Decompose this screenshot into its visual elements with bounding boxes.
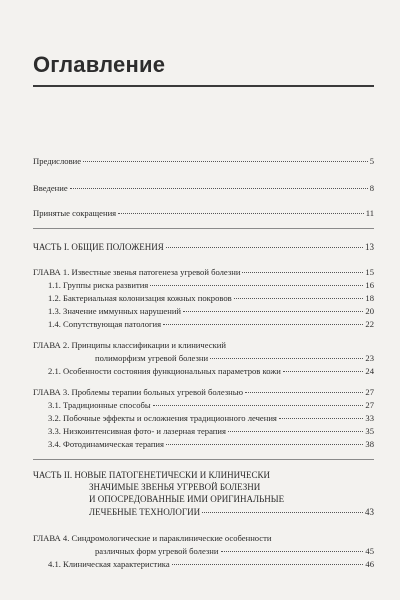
toc-entry-abbreviations[interactable]: Принятые сокращения 11 xyxy=(33,208,374,218)
toc-entry-section-1-4[interactable]: 1.4. Сопутствующая патология 22 xyxy=(48,319,374,329)
toc-entry-chapter-1[interactable]: ГЛАВА 1. Известные звенья патогенеза угревой болезни 15 xyxy=(33,267,374,277)
toc-entry-part-2-line3[interactable]: И ОПОСРЕДОВАННЫЕ ИМИ ОРИГИНАЛЬНЫЕ xyxy=(89,494,285,504)
toc-entry-section-4-1[interactable]: 4.1. Клиническая характеристика 46 xyxy=(48,559,374,569)
separator xyxy=(33,459,374,460)
toc-entry-section-1-1[interactable]: 1.1. Группы риска развития 16 xyxy=(48,280,374,290)
title-rule xyxy=(33,85,374,87)
toc-entry-chapter-3[interactable]: ГЛАВА 3. Проблемы терапии больных угревой болезнью 27 xyxy=(33,387,374,397)
toc-entry-section-1-2[interactable]: 1.2. Бактериальная колонизация кожных покровов 18 xyxy=(48,293,374,303)
toc-entry-section-1-3[interactable]: 1.3. Значение иммунных нарушений 20 xyxy=(48,306,374,316)
toc-entry-chapter-2[interactable]: полиморфизм угревой болезни 23 xyxy=(95,353,374,363)
toc-entry-intro[interactable]: Введение 8 xyxy=(33,183,374,193)
toc-entry-part-2-line1[interactable]: ЧАСТЬ II. НОВЫЕ ПАТОГЕНЕТИЧЕСКИ И КЛИНИЧЕСКИ xyxy=(33,470,271,480)
page-title: Оглавление xyxy=(33,52,166,77)
toc-entry-section-3-4[interactable]: 3.4. Фотодинамическая терапия 38 xyxy=(48,439,374,449)
toc-entry-preface[interactable]: Предисловие 5 xyxy=(33,156,374,166)
toc-entry-chapter-4-line1[interactable]: ГЛАВА 4. Синдромологические и параклинические особенности xyxy=(33,533,272,543)
toc-entry-part-2-line2[interactable]: ЗНАЧИМЫЕ ЗВЕНЬЯ УГРЕВОЙ БОЛЕЗНИ xyxy=(89,482,261,492)
toc-entry-part-1[interactable]: ЧАСТЬ I. ОБЩИЕ ПОЛОЖЕНИЯ 13 xyxy=(33,242,374,252)
toc-entry-section-3-1[interactable]: 3.1. Традиционные способы 27 xyxy=(48,400,374,410)
toc-entry-chapter-2-line1[interactable]: ГЛАВА 2. Принципы классификации и клинический xyxy=(33,340,226,350)
separator xyxy=(33,228,374,229)
toc-entry-section-2-1[interactable]: 2.1. Особенности состояния функциональных параметров кожи 24 xyxy=(48,366,374,376)
toc-entry-section-3-3[interactable]: 3.3. Низкоинтенсивная фото- и лазерная терапия 35 xyxy=(48,426,374,436)
toc-entry-chapter-4[interactable]: различных форм угревой болезни 45 xyxy=(95,546,374,556)
toc-entry-part-2[interactable]: ЛЕЧЕБНЫЕ ТЕХНОЛОГИИ 43 xyxy=(89,507,374,517)
toc-entry-section-3-2[interactable]: 3.2. Побочные эффекты и осложнения традиционного лечения 33 xyxy=(48,413,374,423)
